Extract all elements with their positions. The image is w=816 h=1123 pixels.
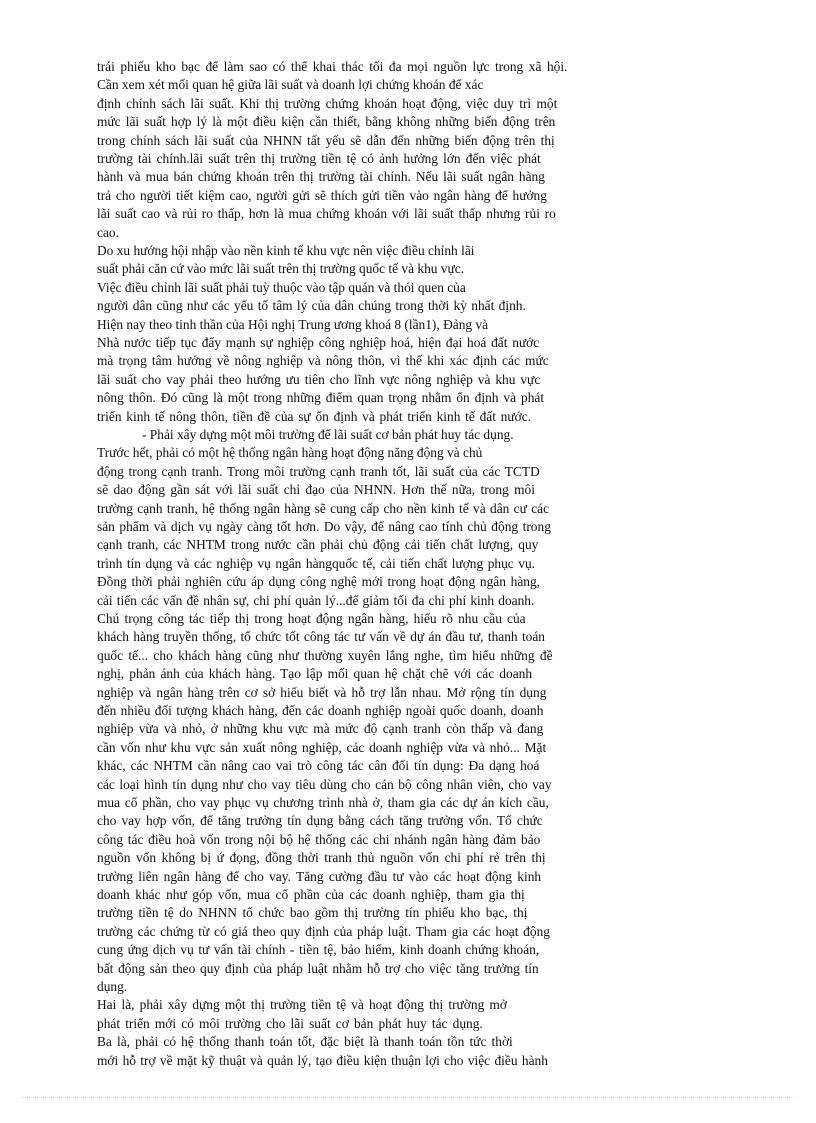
- text-line: khách hàng truyền thống, tổ chức tốt công tác tư vấn về dự án đầu tư, thanh toán: [97, 629, 546, 645]
- text-line: công tác điều hoà vốn trong nội bộ hệ thống các chi nhánh ngân hàng đảm bảo: [97, 831, 541, 847]
- text-line: Cần xem xét mối quan hệ giữa lãi suất và doanh lợi chứng khoán để xác: [97, 77, 484, 93]
- text-line: sẽ dao động gần sát với lãi suất chỉ đạo của NHNN. Hơn thế nữa, trong môi: [97, 482, 535, 498]
- text-line: nghiệp và ngân hàng trên cơ sở hiểu biết và hỗ trợ lẫn nhau. Mở rộng tín dụng: [97, 684, 547, 700]
- text-line: đến nhiều đối tượng khách hàng, đến các doanh nghiệp ngoài quốc doanh, doanh: [97, 703, 544, 718]
- text-line: động trong cạnh tranh. Trong môi trường cạnh tranh tốt, lãi suất của các TCTD: [97, 463, 540, 479]
- text-line: cải tiến các vấn đề nhân sự, chi phí quản lý...để giảm tối đa chi phí kinh doanh.: [97, 592, 535, 608]
- page-bottom-divider: [22, 1097, 794, 1098]
- text-line: mà trọng tâm hướng về nông nghiệp và nông thôn, vì thế khi xác định các mức: [97, 353, 549, 369]
- text-line: dụng.: [97, 979, 128, 994]
- text-line: lãi suất cho vay phải theo hướng ưu tiên cho lĩnh vực nông nghiệp và khu vực: [97, 371, 541, 387]
- text-line: trái phiếu kho bạc để làm sao có thể khai thác tối đa mọi nguồn lực trong xã hội.: [97, 59, 568, 74]
- text-line: người dân cũng như các yếu tố tâm lý của dân chúng trong thời kỳ nhất định.: [97, 298, 526, 314]
- text-line: mới hỗ trợ về mặt kỹ thuật và quản lý, tạo điều kiện thuận lợi cho việc điều hành: [97, 1052, 548, 1068]
- text-line: trường cạnh tranh, hệ thống ngân hàng sẽ cung cấp cho nền kinh tế và dân cư các: [97, 500, 550, 516]
- text-line: mua cổ phần, cho vay phục vụ chương trình nhà ở, tham gia các dự án kích cầu,: [97, 795, 549, 810]
- text-line: nghị, phản ánh của khách hàng. Tạo lập mối quan hệ chặt chẽ với các doanh: [97, 666, 533, 682]
- text-line: trình tín dụng và các nghiệp vụ ngân hàngquốc tế, cải tiến chất lượng phục vụ.: [97, 555, 536, 571]
- text-line: suất phải căn cứ vào mức lãi suất trên thị trường quốc tế và khu vực.: [97, 261, 465, 277]
- text-line: Hiện nay theo tinh thần của Hội nghị Trung ương khoá 8 (lần1), Đảng và: [97, 316, 489, 332]
- text-line: trường các chứng từ có giá theo quy định của pháp luật. Tham gia các hoạt động: [97, 923, 550, 939]
- text-line: hành và mua bán chứng khoán trên thị trường tài chính. Nếu lãi suất ngân hàng: [97, 169, 545, 185]
- text-line: Nhà nước tiếp tục đẩy mạnh sự nghiệp công nghiệp hoá, hiện đại hoá đất nước: [97, 335, 540, 350]
- text-line: Hai là, phải xây dựng một thị trường tiền tệ và hoạt động thị trường mở: [97, 997, 507, 1013]
- text-line: triển kinh tế nông thôn, tiền đề của sự ổn định và phát triển kinh tế đất nước.: [97, 408, 532, 424]
- text-line: trường tiền tệ do NHNN tổ chức bao gồm thị trường tín phiếu kho bạc, thị: [97, 905, 528, 921]
- text-line: lãi suất cao và rủi ro thấp, hơn là mua chứng khoán với lãi suất thấp nhưng rủi ro: [97, 206, 556, 222]
- text-line: Trước hết, phải có một hệ thống ngân hàng hoạt động năng động và chủ: [97, 445, 483, 461]
- text-line: cung ứng dịch vụ tư vấn tài chính - tiền tệ, bảo hiểm, kinh doanh chứng khoán,: [97, 942, 540, 958]
- text-line: nguồn vốn không bị ứ đọng, đồng thời tranh thủ nguồn vốn chi phí rẻ trên thị: [97, 850, 546, 866]
- text-line: trả cho người tiết kiệm cao, người gửi sẽ thích gửi tiền vào ngân hàng để hưởng: [97, 187, 547, 203]
- text-line: sản phẩm và dịch vụ ngày càng tốt hơn. Do vậy, để nâng cao tính chủ động trong: [97, 519, 551, 534]
- text-line: Ba là, phải có hệ thống thanh toán tốt, đặc biệt là thanh toán tồn tức thời: [97, 1034, 513, 1050]
- text-line: các loại hình tín dụng như cho vay tiêu dùng cho cán bộ công nhân viên, cho vay: [97, 776, 552, 792]
- text-line: cạnh tranh, các NHTM trong nước cần phải chủ động cải tiến chất lượng, quy: [97, 537, 539, 553]
- text-line: cần vốn như khu vực sản xuất nông nghiệp, các doanh nghiệp vừa và nhỏ... Mặt: [97, 739, 547, 755]
- text-line: cho vay hợp vốn, để tăng trưởng tín dụng bằng cách tăng trưởng vốn. Tổ chức: [97, 813, 543, 829]
- text-line: cao.: [97, 224, 119, 240]
- text-line: bất động sản theo quy định của pháp luật nhằm hỗ trợ cho việc tăng trưởng tín: [97, 960, 539, 976]
- text-line: quốc tế... cho khách hàng cũng như thường xuyên lắng nghe, tìm hiểu những đề: [97, 647, 553, 663]
- text-line: nông thôn. Đó cũng là một trong những điểm quan trọng nhằm ổn định và phát: [97, 390, 545, 406]
- text-line: Đồng thời phải nghiên cứu áp dụng công nghệ mới trong hoạt động ngân hàng,: [97, 574, 541, 590]
- text-line: trường liên ngân hàng để cho vay. Tăng cường đầu tư vào các hoạt động kinh: [97, 868, 542, 884]
- text-line: nghiệp vừa và nhỏ, ở những khu vực mà mức độ cạnh tranh còn thấp và đang: [97, 721, 544, 737]
- text-line: mức lãi suất hợp lý là một điều kiện cần thiết, bằng không những biến động trên: [97, 114, 556, 130]
- text-line: - Phải xây dựng một môi trường để lãi suất cơ bản phát huy tác dụng.: [142, 427, 514, 442]
- text-line: doanh khác như góp vốn, mua cổ phần của các doanh nghiệp, tham gia thị: [97, 887, 525, 902]
- text-line: trường tài chính.lãi suất trên thị trường tiền tệ có ảnh hưởng lớn đến việc phát: [97, 151, 541, 166]
- text-line: Chú trọng công tác tiếp thị trong hoạt động ngân hàng, hiểu rõ nhu cầu của: [97, 611, 526, 626]
- text-line: định chính sách lãi suất. Khi thị trường chứng khoán hoạt động, việc duy trì một: [97, 95, 558, 111]
- text-line: trong chính sách lãi suất của NHNN tất yếu sẽ dẫn đến những biến động trên thị: [97, 132, 555, 148]
- text-line: Do xu hướng hội nhập vào nền kinh tế khu vực nên việc điều chỉnh lãi: [97, 243, 475, 258]
- text-line: phát triển mới có môi trường cho lãi suất cơ bản phát huy tác dụng.: [97, 1015, 483, 1031]
- text-line: Việc điều chỉnh lãi suất phải tuỳ thuộc vào tập quán và thói quen của: [97, 279, 466, 295]
- text-line: khác, các NHTM cần nâng cao vai trò công tác cân đối tín dụng: Đa dạng hoá: [97, 758, 540, 774]
